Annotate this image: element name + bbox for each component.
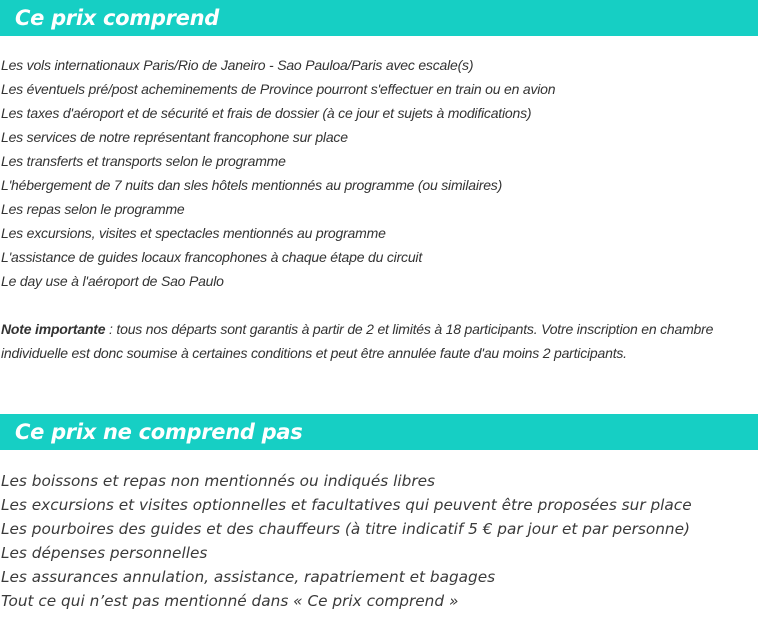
list-item: Les excursions, visites et spectacles mentionnés au programme <box>1 225 386 241</box>
section-title-excluded: Ce prix ne comprend pas <box>15 420 303 444</box>
note-text: : tous nos départs sont garantis à partir de 2 et limités à 18 participants. Votre inscription en chambre individuelle est donc soumise à certaines conditions et peut être annulée faute d'au moins 2 participants. <box>1 321 714 361</box>
list-item: Tout ce qui n’est pas mentionné dans « Ce prix comprend » <box>1 592 459 610</box>
section-header-included <box>0 0 758 36</box>
list-item: Le day use à l'aéroport de Sao Paulo <box>1 273 224 289</box>
list-item: L'assistance de guides locaux francophones à chaque étape du circuit <box>1 249 423 265</box>
note-label: Note importante <box>1 321 106 337</box>
list-item: Les pourboires des guides et des chauffeurs (à titre indicatif 5 € par jour et par personne) <box>1 520 690 538</box>
section-header-excluded <box>0 414 758 450</box>
list-item: Les boissons et repas non mentionnés ou indiqués libres <box>1 472 436 490</box>
list-item: Les assurances annulation, assistance, rapatriement et bagages <box>1 568 496 586</box>
list-item: L'hébergement de 7 nuits dan sles hôtels mentionnés au programme (ou similaires) <box>1 177 503 193</box>
section-title-included: Ce prix comprend <box>15 6 219 30</box>
list-item: Les taxes d'aéroport et de sécurité et frais de dossier (à ce jour et sujets à modifications) <box>1 105 532 121</box>
list-item: Les repas selon le programme <box>1 201 185 217</box>
list-item: Les services de notre représentant francophone sur place <box>1 129 348 145</box>
included-list <box>1 53 555 293</box>
list-item: Les dépenses personnelles <box>1 544 208 562</box>
important-note <box>1 317 757 365</box>
list-item: Les vols internationaux Paris/Rio de Janeiro - Sao Pauloa/Paris avec escale(s) <box>1 57 474 73</box>
list-item: Les excursions et visites optionnelles et facultatives qui peuvent être proposées sur place <box>1 496 692 514</box>
list-item: Les éventuels pré/post acheminements de Province pourront s'effectuer en train ou en avion <box>1 81 556 97</box>
list-item: Les transferts et transports selon le programme <box>1 153 286 169</box>
excluded-list <box>1 469 692 613</box>
